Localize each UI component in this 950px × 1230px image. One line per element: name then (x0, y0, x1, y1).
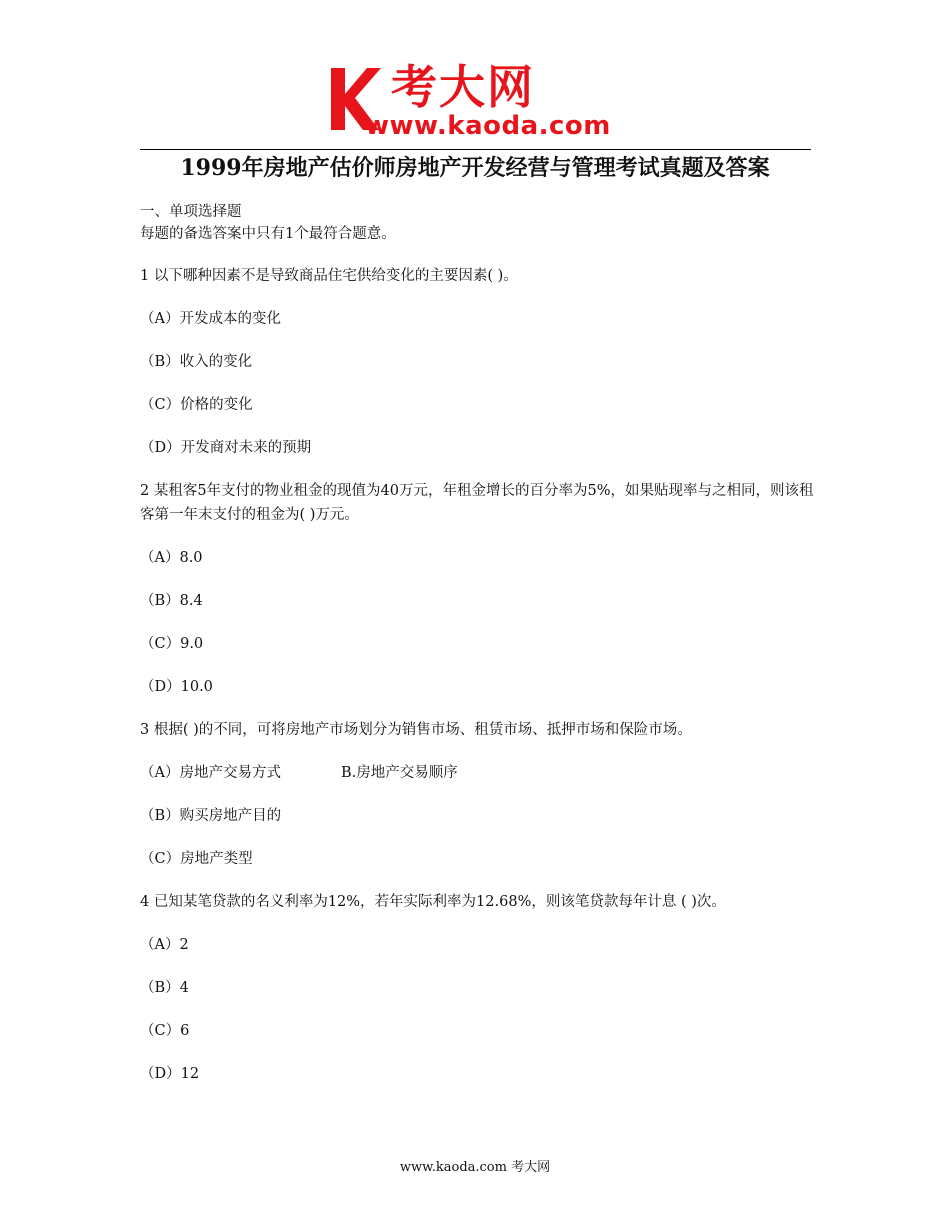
option-1a: （A）开发成本的变化 (140, 311, 281, 327)
question-2: 2 某租客5年支付的物业租金的现值为40万元，年租金增长的百分率为5%，如果贴现率与之相同，则该租客第一年末支付的租金为( )万元。 (140, 483, 814, 523)
document-body (140, 201, 815, 1086)
option-1d: （D）开发商对未来的预期 (140, 440, 312, 456)
option-4b: （B）4 (140, 980, 189, 996)
question-1: 1 以下哪种因素不是导致商品住宅供给变化的主要因素( )。 (140, 268, 518, 284)
option-3b: （B）购买房地产目的 (140, 808, 282, 824)
logo-url[interactable]: www.kaoda.com (365, 111, 611, 141)
option-3-extra: B.房地产交易顺序 (340, 765, 458, 781)
option-4d: （D）12 (140, 1066, 200, 1082)
logo-text: 考大网 (391, 60, 535, 114)
option-2a: （A）8.0 (140, 550, 203, 566)
option-2d: （D）10.0 (140, 679, 213, 695)
option-2c: （C）9.0 (140, 636, 204, 652)
kaoda-logo (325, 60, 635, 142)
question-4: 4 已知某笔贷款的名义利率为12%，若年实际利率为12.68%，则该笔贷款每年计息 ( )次。 (140, 894, 726, 910)
option-3a: （A）房地产交易方式 (140, 765, 281, 781)
option-3c: （C）房地产类型 (140, 851, 253, 867)
option-4c: （C）6 (140, 1023, 190, 1039)
section-instruction: 每题的备选答案中只有1个最符合题意。 (140, 226, 396, 242)
question-3: 3 根据( )的不同，可将房地产市场划分为销售市场、租赁市场、抵押市场和保险市场。 (140, 722, 692, 738)
option-3a-row (140, 761, 815, 785)
page-title: 1999年房地产估价师房地产开发经营与管理考试真题及答案 (180, 155, 770, 181)
section-heading: 一、单项选择题 (140, 204, 242, 220)
option-1b: （B）收入的变化 (140, 354, 253, 370)
option-1c: （C）价格的变化 (140, 397, 253, 413)
header-divider (140, 149, 811, 150)
option-2b: （B）8.4 (140, 593, 203, 609)
page-footer: www.kaoda.com 考大网 (399, 1160, 551, 1175)
option-4a: （A）2 (140, 937, 189, 953)
